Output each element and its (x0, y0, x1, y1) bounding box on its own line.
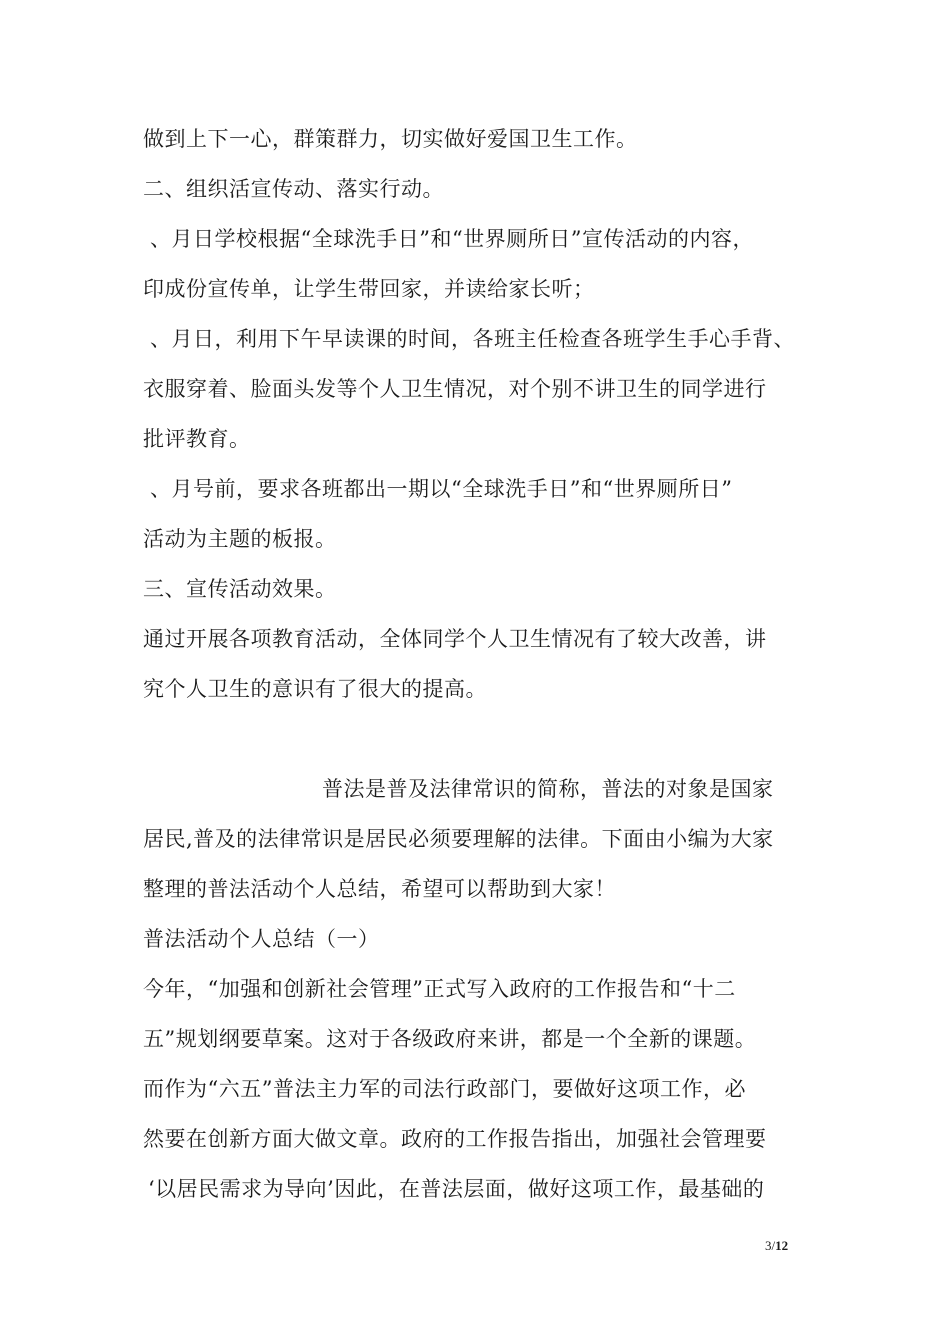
text-line: 、月日，利用下午早读课的时间，各班主任检查各班学生手心手背、 (150, 327, 795, 351)
text-line: 究个人卫生的意识有了很大的提高。 (143, 677, 487, 701)
text-line: 整理的普法活动个人总结，希望可以帮助到大家！ (143, 877, 616, 901)
section-heading: 普法活动个人总结（一） (143, 927, 380, 951)
text-line: ‘以居民需求为导向’因此，在普法层面，做好这项工作，最基础的 (148, 1177, 765, 1201)
section-heading: 三、宣传活动效果。 (143, 577, 337, 601)
text-line: 批评教育。 (143, 427, 251, 451)
page-number-current: 3/ (765, 1238, 776, 1253)
section-heading: 二、组织活宣传动、落实行动。 (143, 177, 444, 201)
text-line: 普法是普及法律常识的简称，普法的对象是国家 (322, 777, 774, 801)
page-number (765, 1238, 788, 1254)
text-line: 然要在创新方面大做文章。政府的工作报告指出，加强社会管理要 (143, 1127, 767, 1151)
text-line: 、月日学校根据“全球洗手日”和“世界厕所日”宣传活动的内容， (150, 227, 754, 251)
text-line: 活动为主题的板报。 (143, 527, 337, 551)
text-line: 衣服穿着、脸面头发等个人卫生情况，对个别不讲卫生的同学进行 (143, 377, 767, 401)
text-line: 今年，“加强和创新社会管理”正式写入政府的工作报告和“十二 (143, 977, 736, 1001)
text-line: 居民,普及的法律常识是居民必须要理解的法律。下面由小编为大家 (143, 827, 774, 851)
text-line: 做到上下一心，群策群力，切实做好爱国卫生工作。 (143, 127, 638, 151)
text-line: 印成份宣传单，让学生带回家，并读给家长听； (143, 277, 595, 301)
page-number-total: 12 (775, 1238, 789, 1253)
text-line: 而作为“六五”普法主力军的司法行政部门，要做好这项工作，必 (143, 1077, 746, 1101)
text-line: 、月号前，要求各班都出一期以“全球洗手日”和“世界厕所日” (150, 477, 733, 501)
text-line: 五”规划纲要草案。这对于各级政府来讲，都是一个全新的课题。 (143, 1027, 757, 1051)
text-line: 通过开展各项教育活动，全体同学个人卫生情况有了较大改善，讲 (143, 627, 767, 651)
